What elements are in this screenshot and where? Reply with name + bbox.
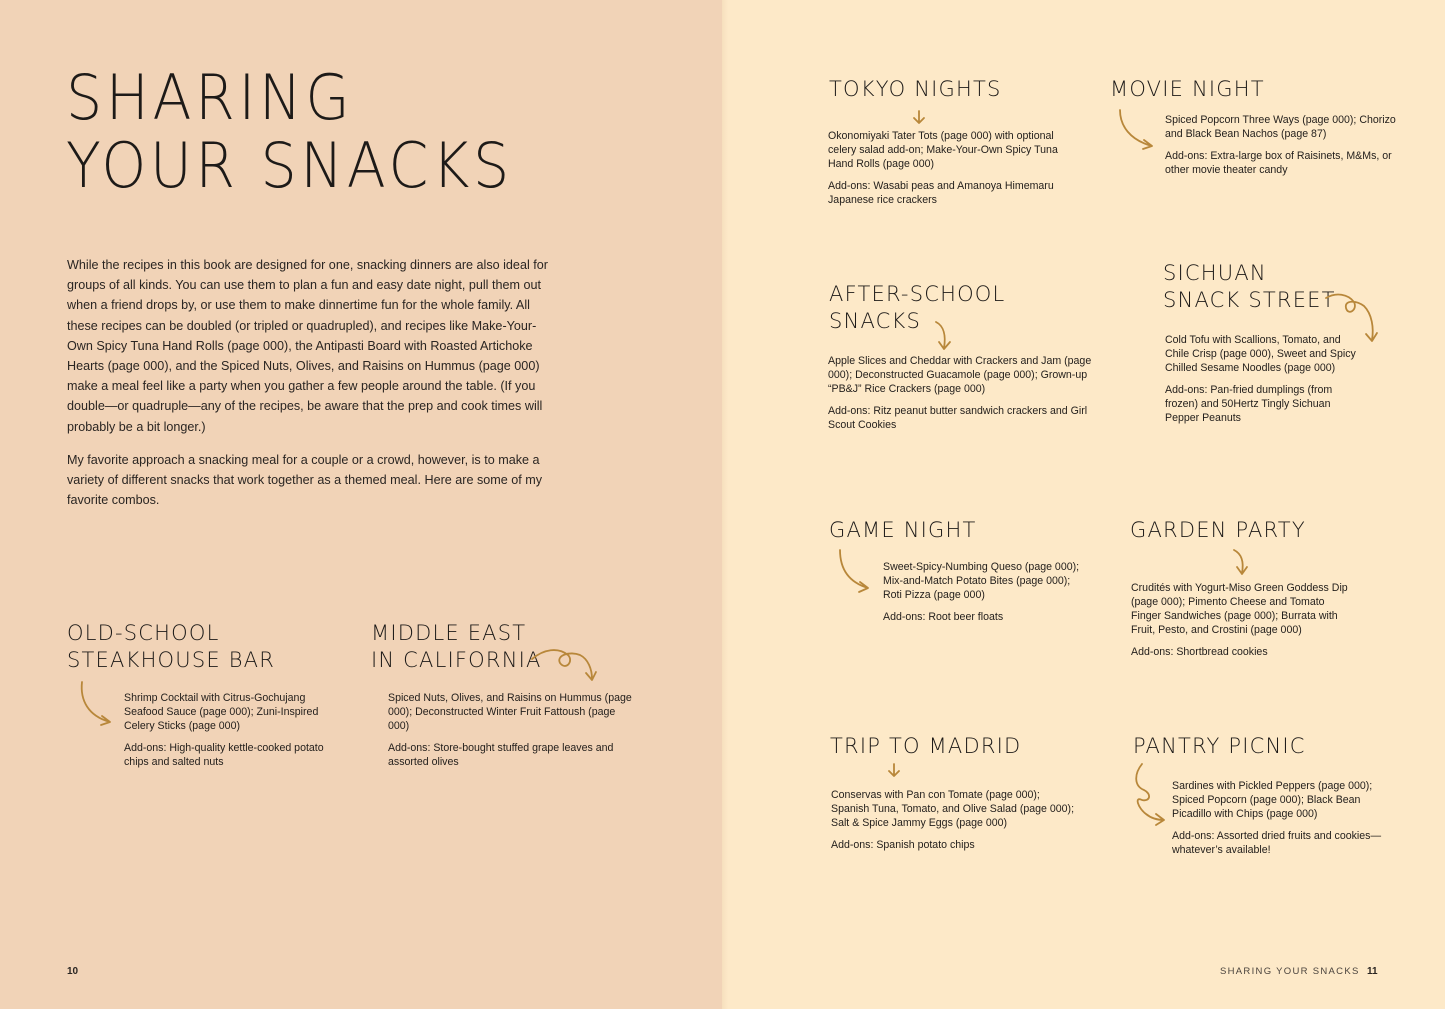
combo-addons: Add-ons: Wasabi peas and Amanoya Himemaru Japanese rice crackers	[828, 180, 1054, 206]
combo-trip-to-madrid	[830, 733, 1021, 760]
combo-body	[124, 691, 344, 777]
combo-recipes: Conservas with Pan con Tomate (page 000); Spanish Tuna, Tomato, and Olive Salad (page 000); Salt & Spice Jammy Eggs (page 000)	[831, 789, 1075, 829]
combo-addons: Add-ons: Pan-fried dumplings (from frozen) and 50Hertz Tingly Sichuan Pepper Peanuts	[1165, 384, 1333, 424]
combo-title: OLD-SCHOOL STEAKHOUSE BAR	[67, 621, 276, 672]
combo-title: GARDEN PARTY	[1130, 518, 1306, 542]
page-number-right: 11	[1367, 966, 1378, 977]
combo-recipes: Crudités with Yogurt-Miso Green Goddess Dip (page 000); Pimento Cheese and Tomato Finger Sandwiches (page 000); Burrata with Fruit, Pesto, and Crostini (page 000)	[1131, 582, 1348, 636]
page-number-left: 10	[67, 966, 79, 977]
combo-body	[1131, 581, 1351, 667]
combo-addons: Add-ons: Root beer floats	[883, 611, 1004, 623]
combo-body	[1165, 113, 1405, 185]
curved-arrow-icon	[76, 680, 116, 728]
combo-body	[828, 129, 1058, 215]
combo-recipes: Sardines with Pickled Peppers (page 000); Spiced Popcorn (page 000); Black Bean Picadillo with Chips (page 000)	[1172, 780, 1373, 820]
combo-recipes: Sweet-Spicy-Numbing Queso (page 000); Mix-and-Match Potato Bites (page 000); Roti Pizza (page 000)	[883, 561, 1080, 601]
combo-old-school-steakhouse	[67, 620, 275, 674]
down-arrow-icon	[887, 763, 901, 779]
curved-arrow-icon	[836, 548, 874, 594]
running-head: SHARING YOUR SNACKS	[1220, 966, 1360, 977]
combo-addons: Add-ons: Spanish potato chips	[831, 839, 975, 851]
combo-title: AFTER-SCHOOL SNACKS	[829, 282, 1006, 333]
combo-movie-night	[1110, 76, 1265, 103]
combo-garden-party	[1130, 517, 1306, 544]
combo-pantry-picnic	[1133, 733, 1306, 760]
curved-arrow-icon	[1116, 108, 1158, 150]
combo-title: PANTRY PICNIC	[1133, 734, 1306, 758]
combo-recipes: Okonomiyaki Tater Tots (page 000) with optional celery salad add-on; Make-Your-Own Spicy Tuna Hand Rolls (page 000)	[828, 130, 1058, 170]
combo-body	[828, 354, 1103, 440]
combo-recipes: Shrimp Cocktail with Citrus-Gochujang Seafood Sauce (page 000); Zuni-Inspired Celery Sticks (page 000)	[124, 692, 319, 732]
combo-addons: Add-ons: High-quality kettle-cooked potato chips and salted nuts	[124, 742, 324, 768]
combo-title: MOVIE NIGHT	[1110, 77, 1265, 101]
intro-paragraph: While the recipes in this book are designed for one, snacking dinners are also ideal for groups of all kinds. You can use them to plan a fun and easy date night, pull them out when a friend drops by, or use them to make dinnertime fun for the whole family. All these recipes can be doubled (or tripled or quadrupled), and recipes like Make-Your-Own Spicy Tuna Hand Rolls (page 000), the Antipasti Board with Roasted Artichoke Hearts (page 000), and the Spiced Nuts, Olives, and Raisins on Hummus (page 000) make a meal feel like a party when you gather a few people around the table. (If you double—or quadruple—any of the recipes, be aware that the prep and cook times will probably be a bit longer.)	[67, 258, 548, 434]
combo-title: SICHUAN SNACK STREET	[1163, 261, 1336, 312]
combo-recipes: Cold Tofu with Scallions, Tomato, and Chile Crisp (page 000), Sweet and Spicy Chilled Sesame Noodles (page 000)	[1165, 334, 1356, 374]
combo-body	[1165, 333, 1365, 433]
combo-body	[1172, 779, 1382, 865]
combo-recipes: Apple Slices and Cheddar with Crackers and Jam (page 000); Deconstructed Guacamole (page 000); Grown-up “PB&J” Rice Crackers (page 000)	[828, 355, 1092, 395]
combo-title: TRIP TO MADRID	[830, 734, 1022, 758]
combo-body	[883, 560, 1083, 632]
title-line-2: YOUR SNACKS	[66, 129, 513, 202]
combo-addons: Add-ons: Store-bought stuffed grape leaves and assorted olives	[388, 742, 614, 768]
combo-addons: Add-ons: Extra-large box of Raisinets, M&Ms, or other movie theater candy	[1165, 150, 1392, 176]
curved-down-arrow-icon	[1232, 548, 1252, 578]
combo-after-school-snacks	[829, 281, 1005, 335]
combo-title: GAME NIGHT	[829, 518, 977, 542]
combo-sichuan-snack-street	[1163, 260, 1336, 314]
intro-text	[67, 255, 562, 523]
book-gutter	[722, 0, 728, 1009]
combo-addons: Add-ons: Shortbread cookies	[1131, 646, 1268, 658]
combo-body	[831, 788, 1081, 860]
intro-paragraph: My favorite approach a snacking meal for a couple or a crowd, however, is to make a variety of different snacks that work together as a themed meal. Here are some of my favorite combos.	[67, 452, 543, 508]
combo-addons: Add-ons: Ritz peanut butter sandwich crackers and Girl Scout Cookies	[828, 405, 1088, 431]
combo-body	[388, 691, 633, 777]
loop-arrow-icon	[530, 643, 600, 683]
combo-tokyo-nights	[829, 76, 1002, 103]
loop-arrow-icon	[1132, 762, 1172, 828]
down-arrow-icon	[912, 110, 926, 126]
combo-game-night	[829, 517, 977, 544]
combo-recipes: Spiced Nuts, Olives, and Raisins on Hummus (page 000); Deconstructed Winter Fruit Fattoush (page 000)	[388, 692, 632, 732]
combo-addons: Add-ons: Assorted dried fruits and cookies—whatever’s available!	[1172, 830, 1382, 856]
combo-recipes: Spiced Popcorn Three Ways (page 000); Chorizo and Black Bean Nachos (page 87)	[1165, 114, 1396, 140]
curved-down-arrow-icon	[934, 320, 956, 352]
title-line-1: SHARING	[66, 61, 354, 134]
combo-middle-east-california	[371, 620, 542, 674]
page-title	[66, 61, 513, 202]
combo-title: TOKYO NIGHTS	[829, 77, 1002, 101]
combo-title: MIDDLE EAST IN CALIFORNIA	[371, 621, 542, 672]
